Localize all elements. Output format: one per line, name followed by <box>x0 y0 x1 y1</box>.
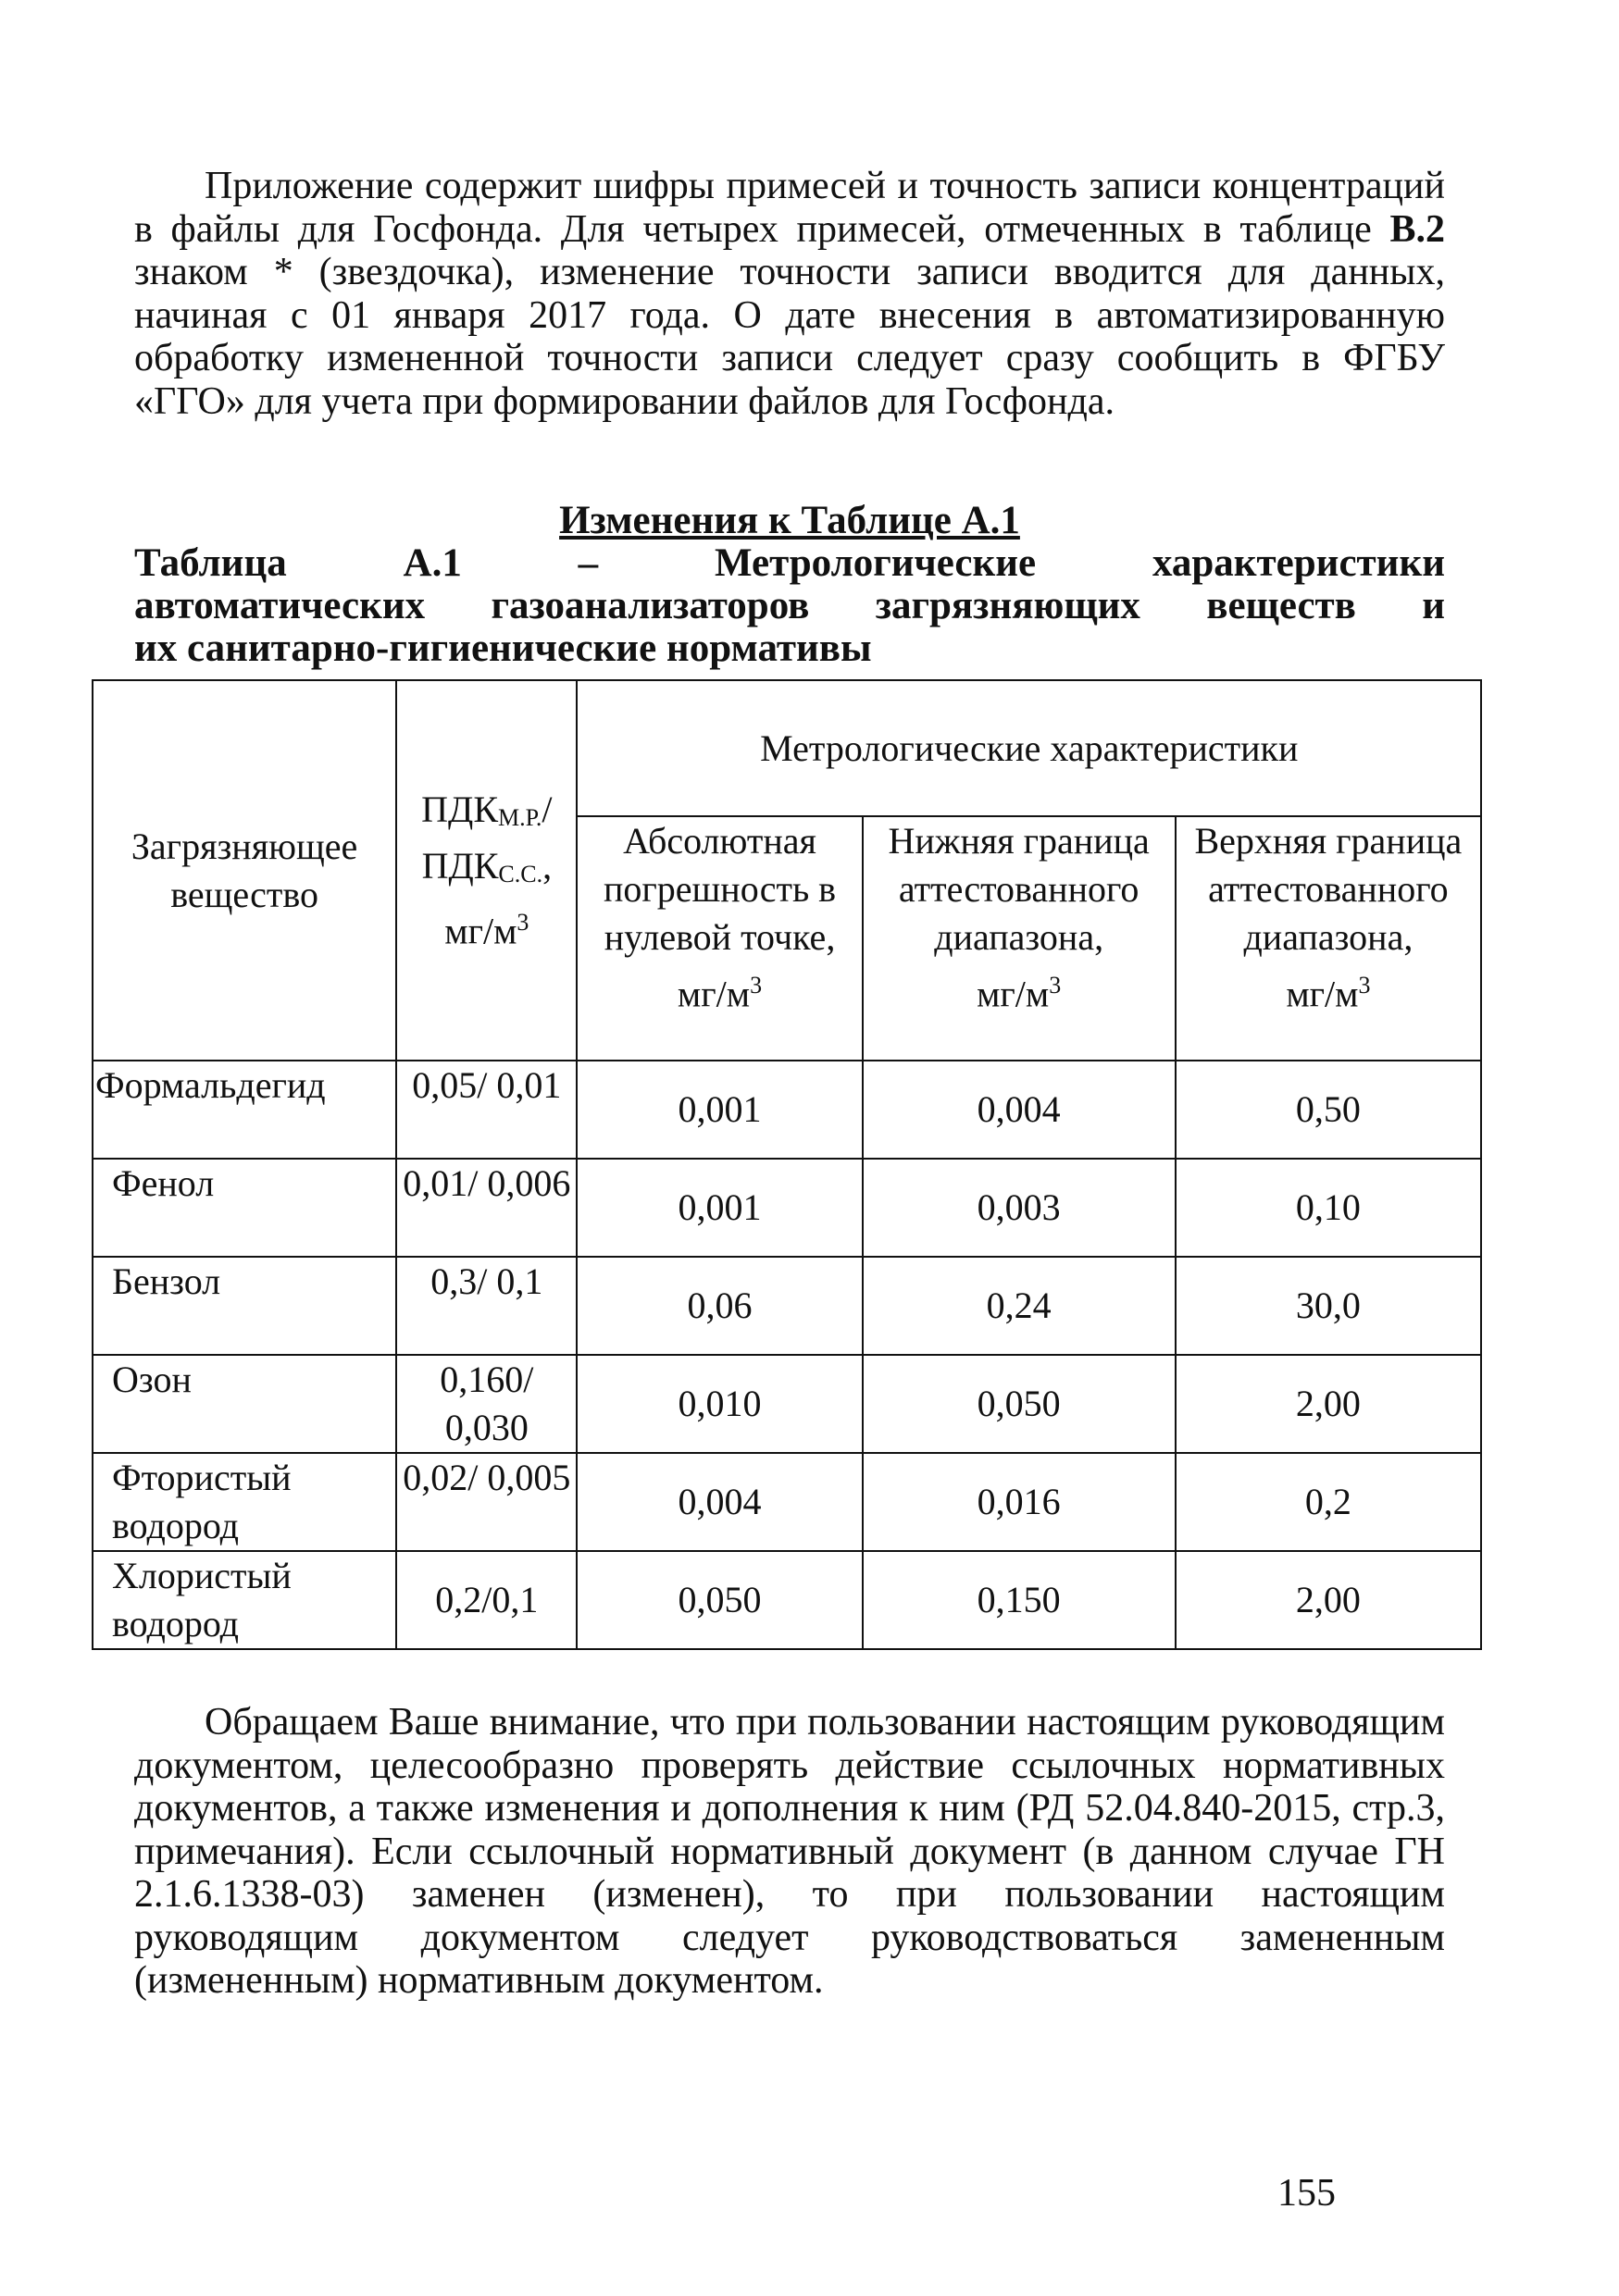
metrology-table <box>92 679 1482 1650</box>
lower-bound-label: Нижняя граница аттестованного диапазона, <box>888 820 1150 958</box>
cell-pdk: 0,160/ 0,030 <box>396 1355 577 1453</box>
cell-lower-bound: 0,050 <box>863 1355 1176 1453</box>
cell-upper-bound: 30,0 <box>1176 1257 1481 1355</box>
cell-abs-error: 0,050 <box>577 1551 862 1649</box>
cell-pdk: 0,2/0,1 <box>396 1551 577 1649</box>
cell-upper-bound: 0,10 <box>1176 1159 1481 1257</box>
pdk-sub-mr: М.Р. <box>498 803 542 831</box>
cell-substance: Формальдегид <box>93 1061 396 1159</box>
cell-lower-bound: 0,150 <box>863 1551 1176 1649</box>
closing-paragraph: Обращаем Ваше внимание, что при пользовании настоящим руководящим документом, целесообразно проверять действие ссылочных нормативных документов, а также изменения и дополнения к ним (РД 52.04.840-2015, стр.3, примечания). Если ссылочный нормативный документ (в данном случае ГН 2.1.6.1338-03) заменен (изменен), то при пользовании настоящим руководящим документом следует руководствоваться замененным (измененным) нормативным документом. <box>134 1701 1445 2002</box>
table-caption <box>134 542 1445 670</box>
table-reference: В.2 <box>1389 207 1445 251</box>
header-pdk <box>396 680 577 1061</box>
abs-error-unit: мг/м <box>677 973 751 1015</box>
pdk-unit-exp: 3 <box>517 908 529 936</box>
pdk-label-2: ПДК <box>421 844 499 887</box>
upper-bound-unit-exp: 3 <box>1358 972 1371 999</box>
pdk-unit: мг/м <box>444 910 517 952</box>
cell-abs-error: 0,001 <box>577 1159 862 1257</box>
cell-lower-bound: 0,24 <box>863 1257 1176 1355</box>
intro-text-part2: знаком * (звездочка), изменение точности записи вводится для данных, начиная с 01 января 2017 года. О дате внесения в автоматизированную обработку измененной точности записи следует сразу сообщить в ФГБУ «ГГО» для учета при формировании файлов для Госфонда. <box>134 251 1445 423</box>
cell-substance: Озон <box>93 1355 396 1453</box>
intro-paragraph <box>134 165 1445 423</box>
pdk-comma: , <box>542 844 553 887</box>
lower-bound-unit-exp: 3 <box>1049 972 1062 999</box>
pdk-label-1: ПДК <box>421 788 499 830</box>
cell-pdk: 0,02/ 0,005 <box>396 1453 577 1551</box>
intro-text-part1: Приложение содержит шифры примесей и точность записи концентраций в файлы для Госфонда. Для четырех примесей, отмеченных в таблице <box>134 165 1445 251</box>
cell-lower-bound: 0,016 <box>863 1453 1176 1551</box>
cell-abs-error: 0,010 <box>577 1355 862 1453</box>
abs-error-unit-exp: 3 <box>750 972 763 999</box>
cell-lower-bound: 0,004 <box>863 1061 1176 1159</box>
pdk-sub-ss: С.С. <box>498 860 543 887</box>
pdk-slash: / <box>542 788 553 830</box>
caption-line-2: автоматических газоанализаторов загрязняющих веществ и <box>134 584 1445 627</box>
table-row <box>93 1355 1481 1453</box>
caption-line-3: их санитарно-гигиенические нормативы <box>134 627 872 670</box>
table-row <box>93 1257 1481 1355</box>
cell-upper-bound: 0,2 <box>1176 1453 1481 1551</box>
table-row <box>93 1061 1481 1159</box>
cell-pdk: 0,3/ 0,1 <box>396 1257 577 1355</box>
cell-lower-bound: 0,003 <box>863 1159 1176 1257</box>
cell-upper-bound: 0,50 <box>1176 1061 1481 1159</box>
cell-substance: Хлористый водород <box>93 1551 396 1649</box>
header-metrology-group: Метрологические характеристики <box>577 680 1481 816</box>
page-number: 155 <box>1277 2172 1336 2215</box>
table-row <box>93 1551 1481 1649</box>
cell-upper-bound: 2,00 <box>1176 1551 1481 1649</box>
cell-abs-error: 0,06 <box>577 1257 862 1355</box>
header-substance: Загрязняющее вещество <box>93 680 396 1061</box>
cell-substance: Фтористый водород <box>93 1453 396 1551</box>
caption-line-1: Таблица А.1 – Метрологические характеристики <box>134 541 1445 585</box>
cell-pdk: 0,01/ 0,006 <box>396 1159 577 1257</box>
table-header-row-1 <box>93 680 1481 816</box>
cell-pdk: 0,05/ 0,01 <box>396 1061 577 1159</box>
cell-upper-bound: 2,00 <box>1176 1355 1481 1453</box>
upper-bound-unit: мг/м <box>1286 973 1359 1015</box>
header-lower-bound <box>863 816 1176 1061</box>
cell-substance: Фенол <box>93 1159 396 1257</box>
upper-bound-label: Верхняя граница аттестованного диапазона, <box>1194 820 1463 958</box>
cell-abs-error: 0,004 <box>577 1453 862 1551</box>
header-abs-error <box>577 816 862 1061</box>
cell-abs-error: 0,001 <box>577 1061 862 1159</box>
table-row <box>93 1159 1481 1257</box>
cell-substance: Бензол <box>93 1257 396 1355</box>
table-row <box>93 1453 1481 1551</box>
lower-bound-unit: мг/м <box>977 973 1050 1015</box>
header-upper-bound <box>1176 816 1481 1061</box>
table-title: Изменения к Таблице А.1 <box>559 499 1020 542</box>
abs-error-label: Абсолютная погрешность в нулевой точке, <box>603 820 837 958</box>
